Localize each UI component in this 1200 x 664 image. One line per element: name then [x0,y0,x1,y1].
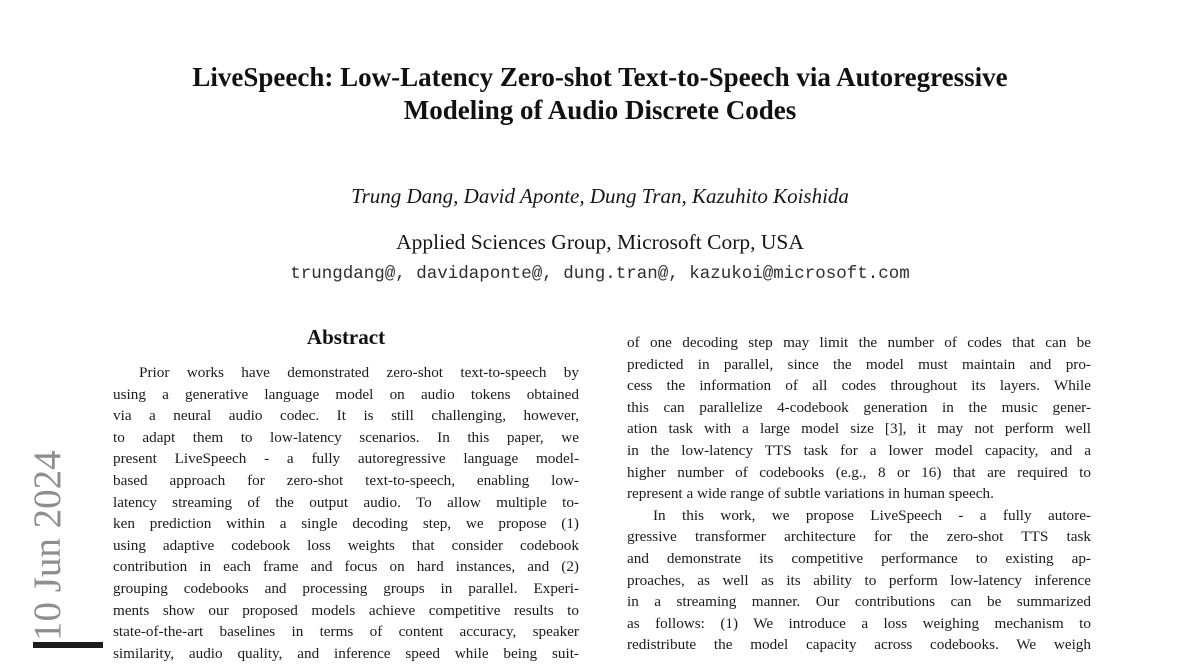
cutoff-text-bar [33,642,103,648]
body-text-line: In this work, we propose LiveSpeech - a fully autore- [653,506,1091,524]
abstract-line: Prior works have demonstrated zero-shot text-to-speech by [139,364,579,381]
author-emails: trungdang@, davidaponte@, dung.tran@, kazukoi@microsoft.com [290,264,910,284]
body-text-line: higher number of codebooks (e.g., 8 or 16) that are required to [627,463,1091,481]
abstract-line: to adapt them to low-latency scenarios. In this paper, we [113,428,579,446]
authors: Trung Dang, David Aponte, Dung Tran, Kazuhito Koishida [351,184,849,208]
body-right-column [627,332,1091,656]
body-text-line: predicted in parallel, since the model must maintain and pro- [627,355,1091,373]
paper-title-line-2: Modeling of Audio Discrete Codes [403,95,797,125]
paper-title [0,61,1200,127]
paper-title-line-1: LiveSpeech: Low-Latency Zero-shot Text-to-Speech via Autoregressive [192,62,1008,92]
abstract-line: based approach for zero-shot text-to-speech, enabling low- [113,471,579,489]
body-text-line: represent a wide range of subtle variations in human speech. [627,485,994,503]
body-text-line: in the low-latency TTS task for a lower model capacity, and a [627,441,1091,459]
abstract-line: latency streaming of the output audio. To allow multiple to- [113,493,579,511]
body-text-line: proaches, as well as its ability to perform low-latency inference [627,571,1091,589]
abstract-line: similarity, audio quality, and inference speed while being suit- [113,644,579,662]
abstract-line: using a generative language model on audio tokens obtained [113,385,579,403]
abstract-line: contribution in each frame and focus on hard instances, and (2) [113,558,579,576]
abstract-line: grouping codebooks and processing groups in parallel. Experi- [113,579,579,597]
body-text-line: cess the information of all codes throughout its layers. While [627,377,1091,395]
body-text-line: gressive transformer architecture for the zero-shot TTS task [627,528,1091,546]
body-text-line: this can parallelize 4-codebook generation in the music gener- [627,398,1091,416]
body-text-line: redistribute the model capacity across codebooks. We weigh [627,636,1091,654]
abstract-line: ken prediction within a single decoding step, we propose (1) [113,515,579,533]
abstract-line: ments show our proposed models achieve competitive results to [113,601,579,619]
abstract-line: state-of-the-art baselines in terms of content accuracy, speaker [113,623,579,641]
abstract-column [113,362,579,664]
abstract-line: present LiveSpeech - a fully autoregressive language model- [113,450,579,468]
body-text-line: as follows: (1) We introduce a loss weighing mechanism to [627,614,1091,632]
arxiv-date-watermark: 10 Jun 2024 [26,450,69,641]
body-text-line: ation task with a large model size [3], it may not perform well [627,420,1091,438]
abstract-line: via a neural audio codec. It is still challenging, however, [113,407,579,425]
body-text-line: in a streaming manner. Our contributions can be summarized [627,593,1091,611]
affiliation: Applied Sciences Group, Microsoft Corp, USA [396,230,804,254]
body-text-line: and demonstrate its competitive performance to existing ap- [627,549,1091,567]
body-text-line: of one decoding step may limit the number of codes that can be [627,334,1091,351]
abstract-heading: Abstract [306,325,386,349]
abstract-line: using adaptive codebook loss weights that consider codebook [113,536,579,554]
